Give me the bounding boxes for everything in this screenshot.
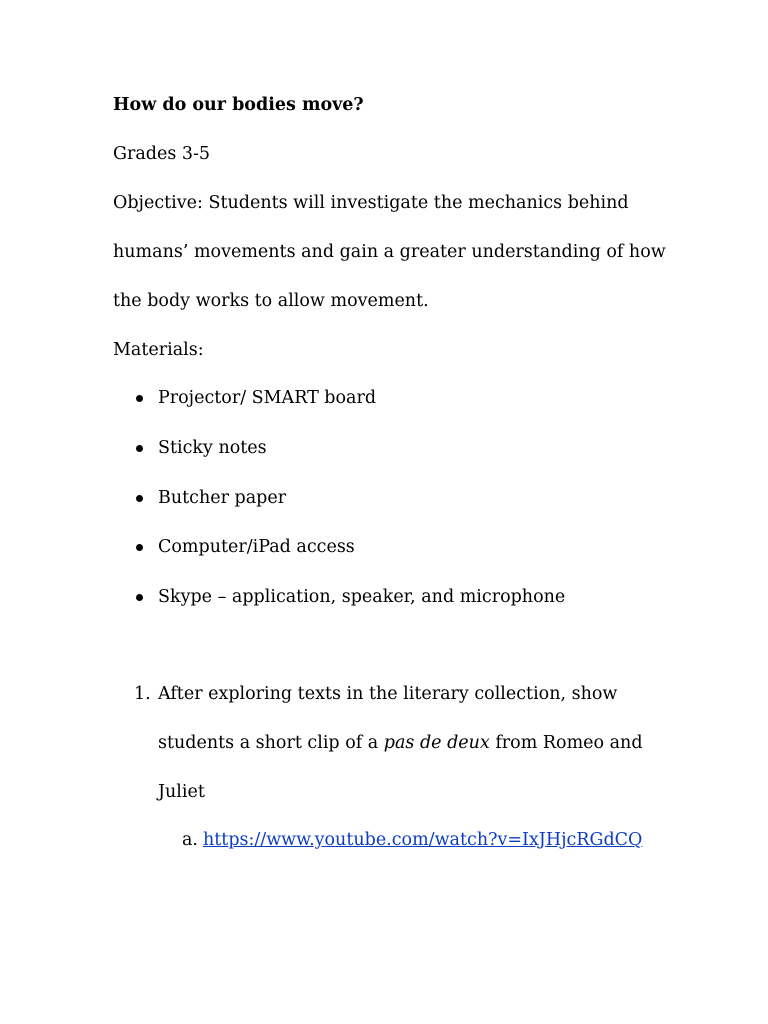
step-text-line-2 (158, 731, 643, 755)
sub-item-letter: a. (182, 830, 198, 850)
step-text-line-3: Juliet (158, 782, 205, 802)
materials-item-label: Skype – application, speaker, and microphone (158, 587, 566, 607)
bullet-icon (136, 495, 143, 502)
materials-list-item (0, 386, 768, 410)
bullet-icon (136, 395, 143, 402)
bullet-icon (136, 445, 143, 452)
materials-list-item (0, 535, 768, 559)
materials-list-item (0, 585, 768, 609)
step-text-after-italic: from Romeo and (489, 733, 643, 753)
step-text-line-1: After exploring texts in the literary collection, show (158, 684, 618, 704)
document-title: How do our bodies move? (113, 95, 364, 115)
materials-heading: Materials: (113, 340, 204, 360)
youtube-link[interactable]: https://www.youtube.com/watch?v=IxJHjcRGdCQ (203, 830, 643, 850)
materials-list-item (0, 486, 768, 510)
bullet-icon (136, 594, 143, 601)
objective-line-3: the body works to allow movement. (113, 291, 429, 311)
materials-item-label: Projector/ SMART board (158, 388, 377, 408)
materials-item-label: Butcher paper (158, 488, 287, 508)
materials-item-label: Sticky notes (158, 438, 267, 458)
step-number: 1. (134, 684, 151, 704)
step-italic-term: pas de deux (383, 733, 490, 753)
materials-list-item (0, 436, 768, 460)
step-text-before-italic: students a short clip of a (158, 733, 384, 753)
objective-line-2: humans’ movements and gain a greater understanding of how (113, 242, 666, 262)
bullet-icon (136, 544, 143, 551)
objective-line-1: Objective: Students will investigate the mechanics behind (113, 193, 629, 213)
materials-item-label: Computer/iPad access (158, 537, 355, 557)
grade-level: Grades 3-5 (113, 144, 211, 164)
